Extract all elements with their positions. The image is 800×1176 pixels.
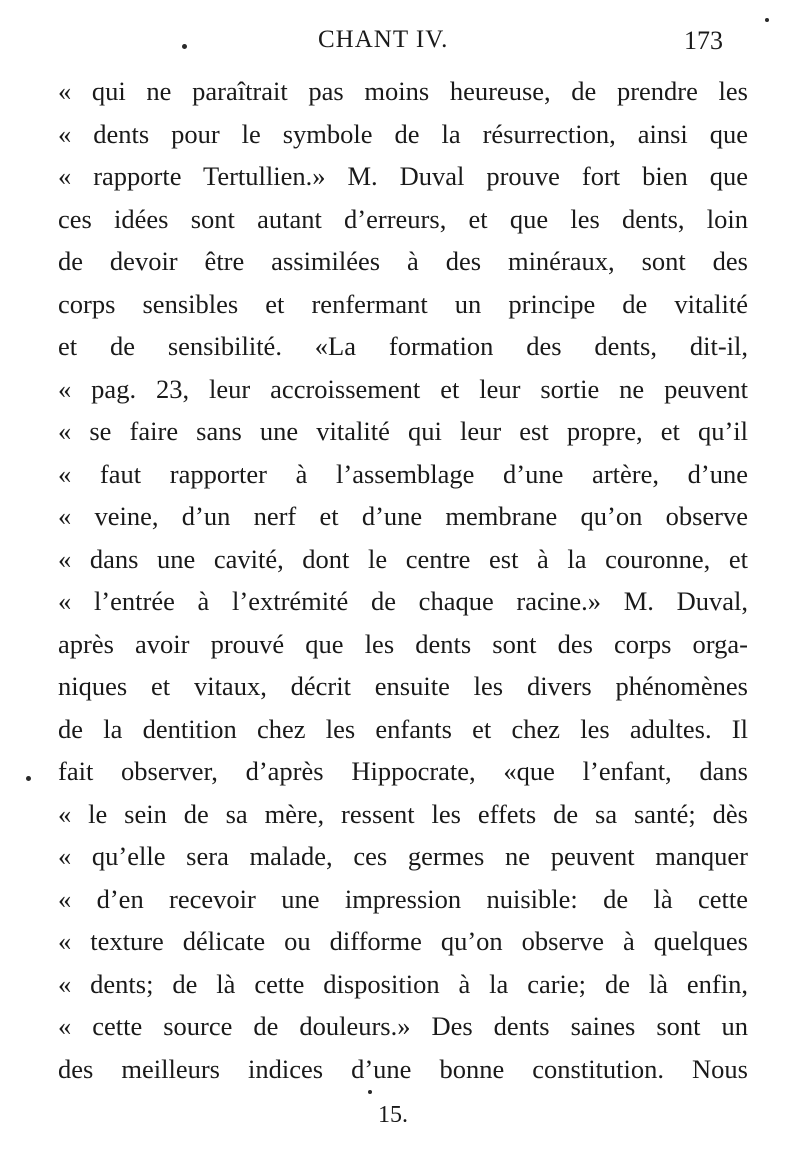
body-text xyxy=(58,70,748,1090)
text-line: « l’entrée à l’extrémité de chaque racine.» M. Duval, xyxy=(58,586,748,616)
running-title: CHANT IV. xyxy=(318,26,449,53)
text-line: des meilleurs indices d’une bonne constitution. Nous xyxy=(58,1053,748,1084)
text-line: niques et vitaux, décrit ensuite les divers phénomènes xyxy=(58,671,748,701)
text-line: après avoir prouvé que les dents sont des corps orga- xyxy=(58,628,748,659)
text-line: « veine, d’un nerf et d’une membrane qu’on observe xyxy=(58,501,748,531)
text-line: de devoir être assimilées à des minéraux, sont des xyxy=(58,246,748,276)
text-line: « pag. 23, leur accroissement et leur sortie ne peuvent xyxy=(58,373,748,404)
text-line: de la dentition chez les enfants et chez les adultes. Il xyxy=(58,713,748,744)
text-line: « le sein de sa mère, ressent les effets de sa santé; dès xyxy=(58,798,748,829)
ink-speck xyxy=(182,44,187,49)
text-line: et de sensibilité. «La formation des dents, dit-il, xyxy=(58,331,748,361)
text-line: « dents; de là cette disposition à la carie; de là enfin, xyxy=(58,968,748,999)
text-line: « se faire sans une vitalité qui leur est propre, et qu’il xyxy=(58,416,748,446)
text-line: « faut rapporter à l’assemblage d’une artère, d’une xyxy=(58,458,748,489)
ink-speck xyxy=(26,776,31,781)
text-line: « qu’elle sera malade, ces germes ne peuvent manquer xyxy=(58,841,748,871)
signature-mark: 15. xyxy=(378,1102,408,1128)
running-head xyxy=(0,26,800,60)
text-line: corps sensibles et renfermant un principe de vitalité xyxy=(58,288,748,319)
text-line: « dans une cavité, dont le centre est à la couronne, et xyxy=(58,543,748,574)
text-line: ces idées sont autant d’erreurs, et que les dents, loin xyxy=(58,203,748,234)
text-line: fait observer, d’après Hippocrate, «que l’enfant, dans xyxy=(58,756,748,786)
text-line: « dents pour le symbole de la résurrection, ainsi que xyxy=(58,118,748,149)
page-number: 173 xyxy=(684,26,723,55)
text-line: « texture délicate ou difforme qu’on observe à quelques xyxy=(58,926,748,956)
ink-speck xyxy=(765,18,769,22)
ink-speck xyxy=(368,1090,372,1094)
text-line: « cette source de douleurs.» Des dents saines sont un xyxy=(58,1011,748,1041)
text-line: « rapporte Tertullien.» M. Duval prouve fort bien que xyxy=(58,161,748,191)
text-line: « qui ne paraîtrait pas moins heureuse, de prendre les xyxy=(58,76,748,106)
text-line: « d’en recevoir une impression nuisible: de là cette xyxy=(58,883,748,914)
